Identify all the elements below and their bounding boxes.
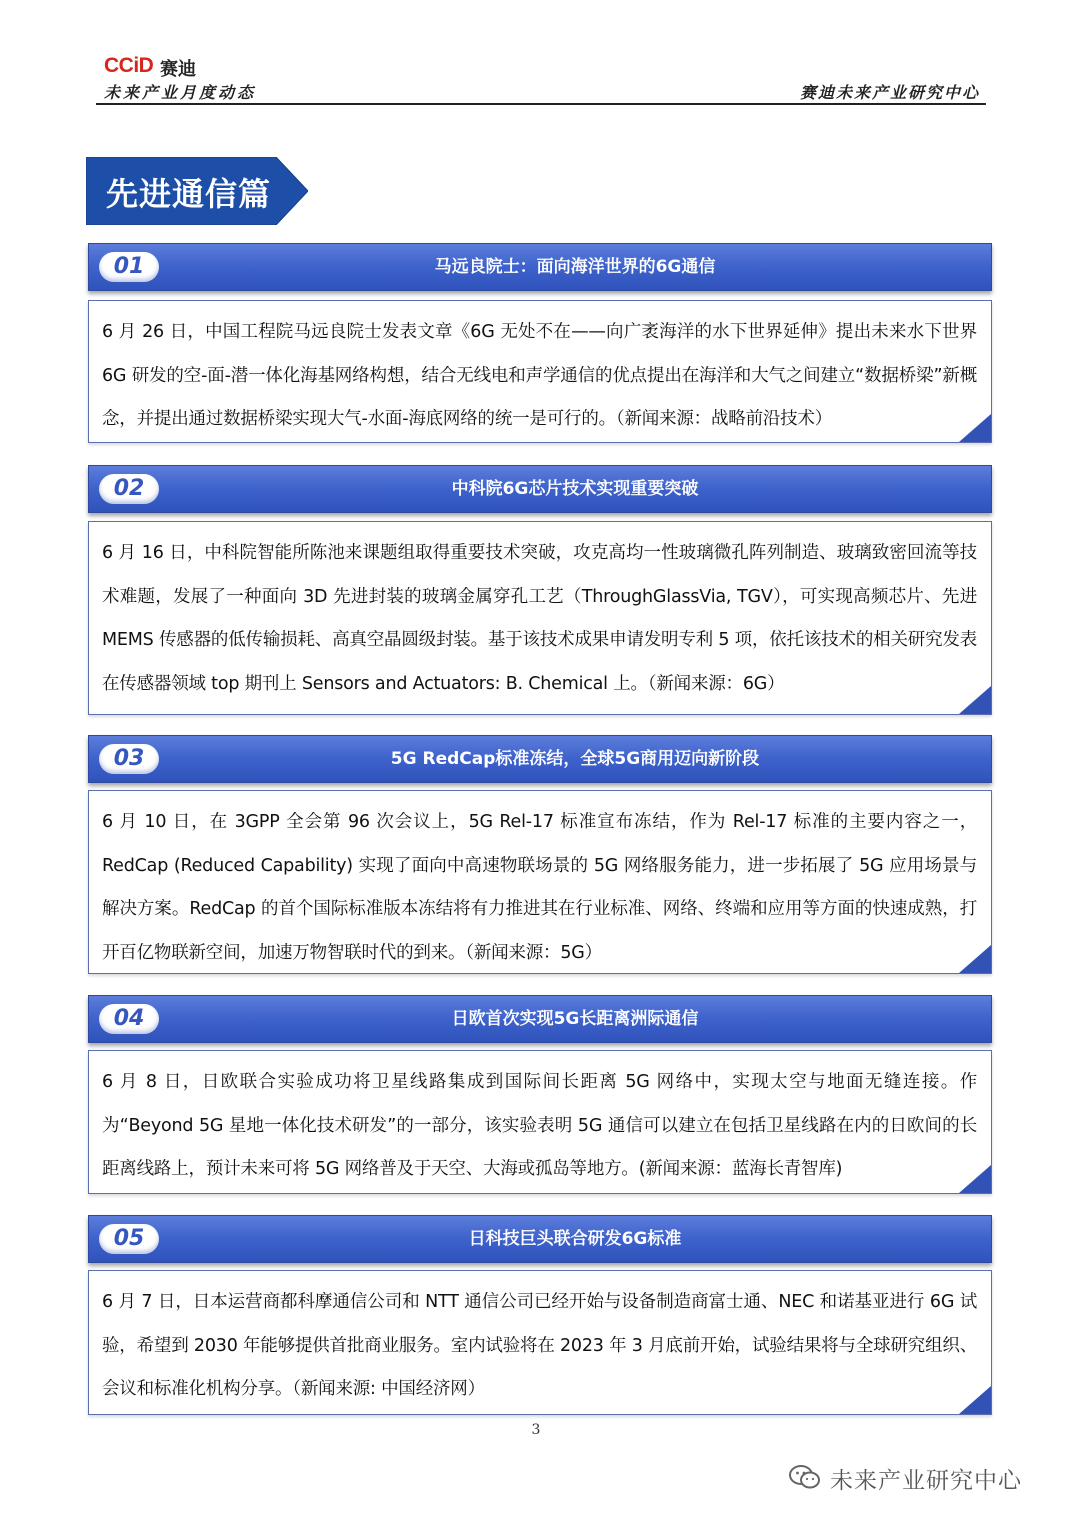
page-number: 3 xyxy=(531,1422,541,1438)
news-body: 6 月 8 日，日欧联合实验成功将卫星线路集成到国际间长距离 5G 网络中，实现太空与地面无缝连接。作为“Beyond 5G 星地一体化技术研发”的一部分，该实验表明 5G 通信可以建立在包括卫星线路在内的日欧间的长距离线路上，预计未来可将 5G 网络普及于天空、大海或孤岛等地方。(新闻来源：蓝海长青智库) xyxy=(102,1072,977,1179)
news-number: 01 xyxy=(113,254,145,279)
news-title: 马远良院士：面向海洋世界的6G通信 xyxy=(434,257,716,277)
corner-decoration xyxy=(959,686,991,714)
news-body: 6 月 7 日，日本运营商都科摩通信公司和 NTT 通信公司已经开始与设备制造商富士通、NEC 和诺基亚进行 6G 试验，希望到 2030 年能够提供首批商业服务。室内试验将在 2023 年 3 月底前开始，试验结果将与全球研究组织、会议和标准化机构分享。（新闻来源: 中国经济网） xyxy=(102,1292,977,1399)
section-title: 先进通信篇 xyxy=(106,175,272,213)
news-card-body-2 xyxy=(88,521,992,715)
news-card-body-3 xyxy=(88,790,992,974)
news-title: 日科技巨头联合研发6G标准 xyxy=(468,1229,682,1249)
news-card-header-4 xyxy=(88,995,992,1043)
news-body: 6 月 16 日，中科院智能所陈池来课题组取得重要技术突破，攻克高均一性玻璃微孔阵列制造、玻璃致密回流等技术难题，发展了一种面向 3D 先进封装的玻璃金属穿孔工艺（ThroughGlassVia, TGV），可实现高频芯片、先进 MEMS 传感器的低传输损耗、高真空晶圆级封装。基于该技术成果申请发明专利 5 项，依托该技术的相关研究发表在传感器领域 top 期刊上 Sensors and Actuators: B. Chemical 上。（新闻来源：6G） xyxy=(102,543,977,694)
news-title: 日欧首次实现5G长距离洲际通信 xyxy=(451,1009,699,1029)
section-banner xyxy=(86,157,308,225)
header-right-subtitle: 赛迪未来产业研究中心 xyxy=(799,83,980,102)
news-body: 6 月 10 日，在 3GPP 全会第 96 次会议上，5G Rel-17 标准宣布冻结，作为 Rel-17 标准的主要内容之一，RedCap (Reduced Capability) 实现了面向中高速物联场景的 5G 网络服务能力，进一步拓展了 5G 应用场景与解决方案。RedCap 的首个国际标准版本冻结将有力推进其在行业标准、网络、终端和应用等方面的快速成熟，打开百亿物联新空间，加速万物智联时代的到来。（新闻来源：5G） xyxy=(102,812,977,963)
ccid-logo: CCiD xyxy=(104,54,154,77)
news-card-body-1 xyxy=(88,300,992,443)
news-card-header-1 xyxy=(88,243,992,291)
corner-decoration xyxy=(959,1165,991,1193)
header-left-subtitle: 未来产业月度动态 xyxy=(104,83,257,102)
news-card-header-3 xyxy=(88,735,992,783)
header-divider xyxy=(96,103,986,105)
news-number: 03 xyxy=(113,746,145,771)
news-number: 05 xyxy=(113,1226,145,1251)
news-number: 04 xyxy=(113,1006,145,1031)
news-title: 中科院6G芯片技术实现重要突破 xyxy=(451,479,699,499)
ccid-logo-cn: 赛迪 xyxy=(160,59,196,80)
news-body: 6 月 26 日，中国工程院马远良院士发表文章《6G 无处不在——向广袤海洋的水下世界延伸》提出未来水下世界 6G 研发的空-面-潜一体化海基网络构想，结合无线电和声学通信的优点提出在海洋和大气之间建立“数据桥梁”新概念，并提出通过数据桥梁实现大气-水面-海底网络的统一是可行的。（新闻来源：战略前沿技术） xyxy=(102,322,977,429)
corner-decoration xyxy=(959,414,991,442)
news-card-body-5 xyxy=(88,1270,992,1415)
corner-decoration xyxy=(959,1386,991,1414)
corner-decoration xyxy=(959,945,991,973)
wechat-icon xyxy=(788,1464,822,1490)
news-card-body-4 xyxy=(88,1050,992,1194)
news-card-header-2 xyxy=(88,465,992,513)
news-number: 02 xyxy=(113,476,145,501)
news-title: 5G RedCap标准冻结，全球5G商用迈向新阶段 xyxy=(390,749,760,769)
news-card-header-5 xyxy=(88,1215,992,1263)
watermark-text: 未来产业研究中心 xyxy=(830,1468,1022,1494)
